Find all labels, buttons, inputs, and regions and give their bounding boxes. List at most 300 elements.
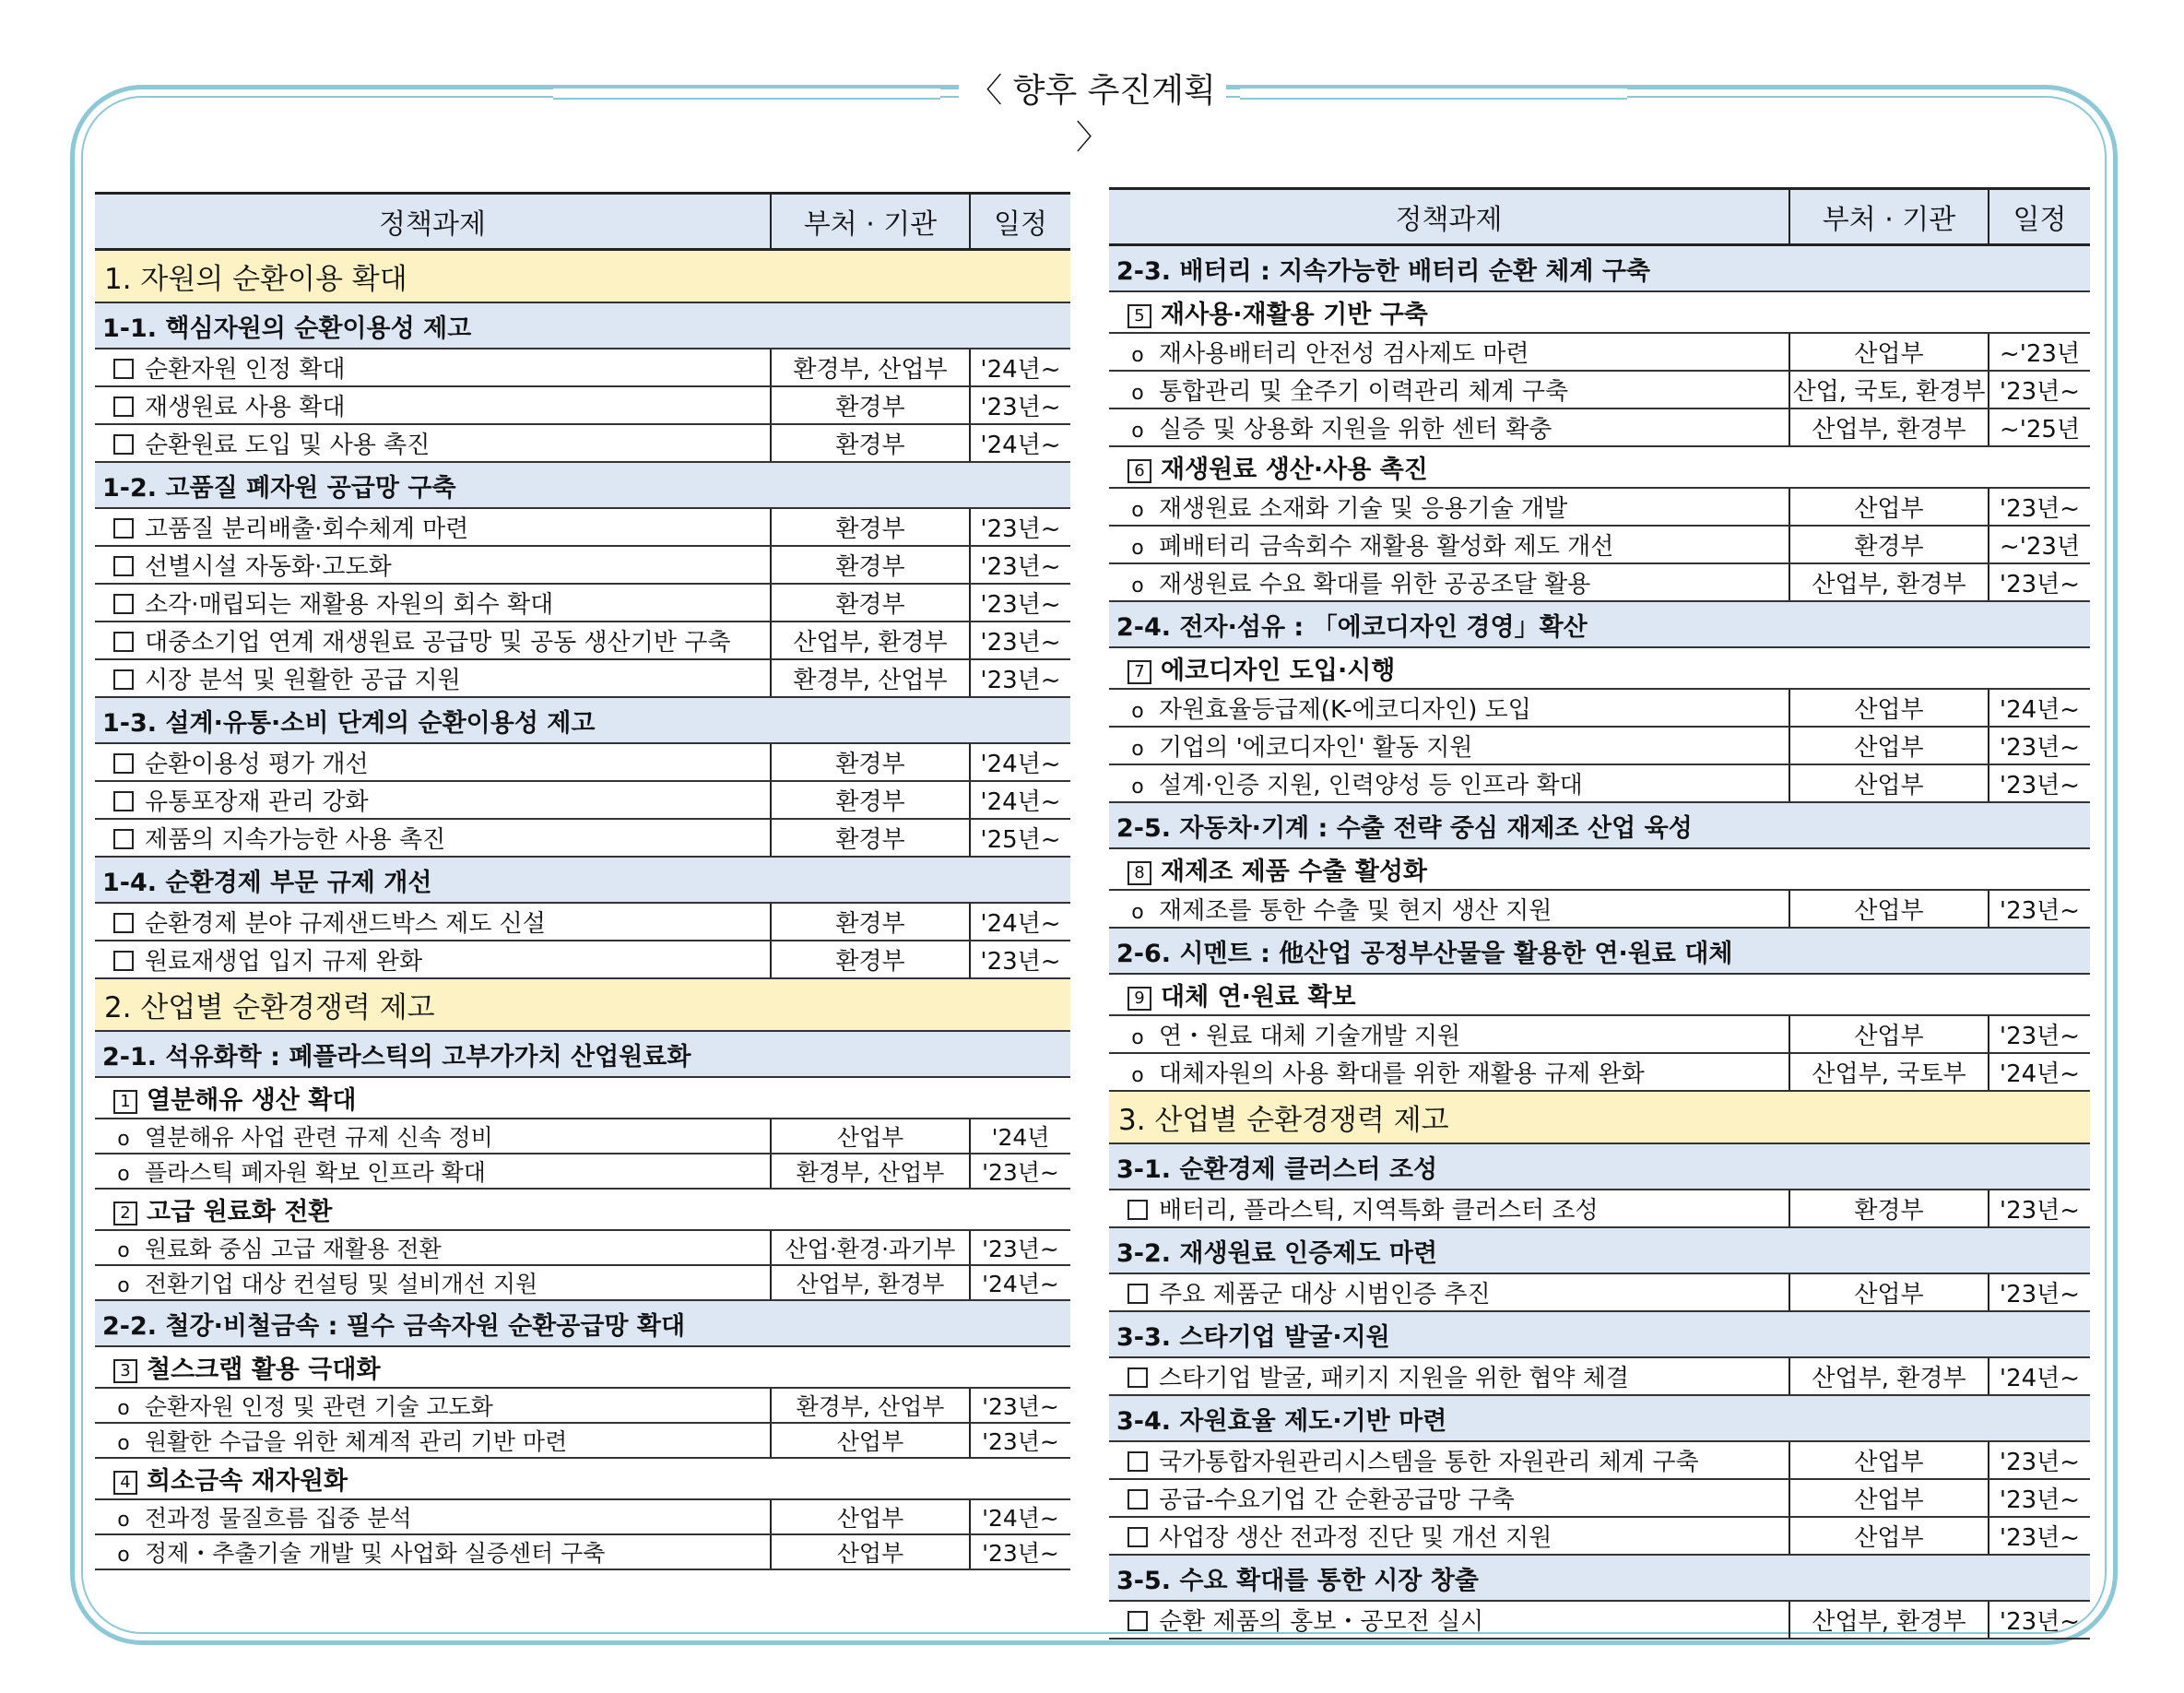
- grp-label: 열분해유 생산 확대: [147, 1086, 357, 1115]
- task-label: 배터리, 플라스틱, 지역특화 클러스터 조성: [1159, 1197, 1599, 1225]
- header-schedule: 일정: [970, 194, 1070, 250]
- sub-label: 3-5. 수요 확대를 통한 시장 창출: [1116, 1566, 1479, 1595]
- sub-title: [95, 857, 1070, 903]
- title-rule-left: [553, 87, 940, 100]
- org-cell: 환경부: [771, 386, 970, 424]
- circle-bullet-icon: o: [1131, 382, 1144, 405]
- group-number-badge: 5: [1127, 304, 1151, 328]
- table-row: [95, 1230, 1070, 1265]
- circle-bullet-icon: o: [117, 1239, 130, 1262]
- sub-title: [1109, 245, 2090, 292]
- task-label: 재생원료 수요 확대를 위한 공공조달 활용: [1159, 571, 1591, 598]
- task-cell: [95, 819, 771, 857]
- table-header-row: [95, 194, 1070, 250]
- org-cell: 산업부, 환경부: [1789, 1601, 1989, 1639]
- schedule-cell: '23년~: [1989, 1479, 2090, 1517]
- checkbox-square-icon: [1127, 1527, 1148, 1547]
- org-cell: 환경부: [771, 819, 970, 857]
- cat-title: [1109, 1091, 2090, 1143]
- table-row: [1109, 1053, 2090, 1091]
- table-row: [1109, 689, 2090, 727]
- table-row: [1109, 1517, 2090, 1555]
- org-cell: 산업부: [1789, 764, 1989, 802]
- circle-bullet-icon: o: [1131, 738, 1144, 761]
- group-number-badge: 7: [1127, 660, 1151, 684]
- table-row: [95, 546, 1070, 584]
- cat-title: [95, 978, 1070, 1031]
- subsection-row: [1109, 1555, 2090, 1601]
- task-cell: [1109, 890, 1789, 928]
- sub-title: [95, 1300, 1070, 1346]
- group-number-badge: 8: [1127, 861, 1151, 885]
- schedule-cell: '24년~: [970, 781, 1070, 819]
- checkbox-square-icon: [113, 669, 134, 690]
- header-org: 부처 · 기관: [1789, 189, 1989, 245]
- group-row: [1109, 974, 2090, 1015]
- checkbox-square-icon: [113, 791, 134, 811]
- task-label: 원료재생업 입지 규제 완화: [145, 948, 423, 976]
- task-label: 재생원료 사용 확대: [145, 394, 346, 421]
- subsection-row: [1109, 1395, 2090, 1441]
- task-label: 열분해유 사업 관련 규제 신속 정비: [145, 1124, 493, 1151]
- task-label: 재사용배터리 안전성 검사제도 마련: [1159, 340, 1529, 368]
- task-cell: [95, 781, 771, 819]
- org-cell: 환경부, 산업부: [771, 659, 970, 697]
- grp-label: 재생원료 생산·사용 촉진: [1161, 456, 1428, 484]
- category-row: [95, 978, 1070, 1031]
- org-cell: 산업부: [771, 1534, 970, 1569]
- schedule-cell: '23년~: [970, 1154, 1070, 1189]
- task-cell: [95, 1265, 771, 1300]
- sub-label: 2-5. 자동차·기계 : 수출 전략 중심 재제조 산업 육성: [1116, 813, 1693, 843]
- task-label: 사업장 생산 전과정 진단 및 개선 지원: [1159, 1524, 1552, 1552]
- task-cell: [95, 1423, 771, 1458]
- table-row: [95, 941, 1070, 978]
- org-cell: 산업부: [1789, 488, 1989, 526]
- org-cell: 산업부: [1789, 1015, 1989, 1053]
- sub-title: [95, 1031, 1070, 1077]
- schedule-cell: '25년~: [970, 819, 1070, 857]
- subsection-row: [1109, 928, 2090, 974]
- sub-label: 3-2. 재생원료 인증제도 마련: [1116, 1238, 1438, 1268]
- subsection-row: [95, 1300, 1070, 1346]
- task-cell: [1109, 1190, 1789, 1227]
- checkbox-square-icon: [1127, 1451, 1148, 1472]
- org-cell: 환경부: [771, 424, 970, 462]
- task-label: 소각·매립되는 재활용 자원의 회수 확대: [145, 591, 554, 619]
- task-label: 주요 제품군 대상 시범인증 추진: [1159, 1281, 1491, 1308]
- task-label: 전환기업 대상 컨설팅 및 설비개선 지원: [145, 1271, 538, 1297]
- task-cell: [95, 622, 771, 659]
- table-row: [95, 819, 1070, 857]
- org-cell: 환경부: [771, 508, 970, 546]
- subsection-row: [95, 302, 1070, 349]
- task-label: 자원효율등급제(K-에코디자인) 도입: [1159, 696, 1531, 724]
- org-cell: 산업부: [1789, 1479, 1989, 1517]
- table-row: [1109, 1190, 2090, 1227]
- schedule-cell: '24년~: [970, 743, 1070, 781]
- table-row: [95, 1265, 1070, 1300]
- grp-title: [95, 1346, 1070, 1388]
- checkbox-square-icon: [113, 913, 134, 933]
- task-label: 대중소기업 연계 재생원료 공급망 및 공동 생산기반 구축: [145, 629, 731, 657]
- task-cell: [95, 1154, 771, 1189]
- grp-title: [1109, 291, 2090, 333]
- table-header-row: [1109, 189, 2090, 245]
- subsection-row: [1109, 1311, 2090, 1357]
- group-row: [1109, 647, 2090, 689]
- schedule-cell: '23년~: [970, 659, 1070, 697]
- circle-bullet-icon: o: [117, 1163, 130, 1186]
- task-cell: [1109, 526, 1789, 563]
- group-number-badge: 9: [1127, 987, 1151, 1011]
- grp-title: [1109, 446, 2090, 488]
- checkbox-square-icon: [113, 951, 134, 971]
- grp-title: [95, 1458, 1070, 1499]
- schedule-cell: '23년~: [1989, 890, 2090, 928]
- org-cell: 환경부, 산업부: [771, 1388, 970, 1423]
- task-cell: [95, 584, 771, 622]
- task-cell: [1109, 764, 1789, 802]
- org-cell: 산업부, 환경부: [1789, 408, 1989, 446]
- sub-label: 2-3. 배터리 : 지속가능한 배터리 순환 체계 구축: [1116, 256, 1651, 286]
- grp-label: 재제조 제품 수출 활성화: [1161, 858, 1428, 886]
- table-row: [1109, 1441, 2090, 1479]
- sub-title: [95, 697, 1070, 743]
- org-cell: 산업부: [771, 1423, 970, 1458]
- schedule-cell: '24년~: [970, 903, 1070, 941]
- org-cell: 산업부: [1789, 689, 1989, 727]
- sub-title: [1109, 601, 2090, 647]
- sub-title: [95, 462, 1070, 508]
- task-cell: [95, 1388, 771, 1423]
- org-cell: 산업, 국토, 환경부: [1789, 371, 1989, 408]
- schedule-cell: '24년~: [970, 1499, 1070, 1534]
- task-cell: [1109, 1441, 1789, 1479]
- org-cell: 산업부: [1789, 890, 1989, 928]
- org-cell: 환경부: [1789, 1190, 1989, 1227]
- org-cell: 산업부: [771, 1119, 970, 1154]
- circle-bullet-icon: o: [117, 1509, 130, 1532]
- schedule-cell: '23년~: [1989, 488, 2090, 526]
- org-cell: 산업부, 환경부: [1789, 563, 1989, 601]
- task-cell: [1109, 1479, 1789, 1517]
- task-label: 선별시설 자동화·고도화: [145, 553, 392, 581]
- table-row: [95, 743, 1070, 781]
- checkbox-square-icon: [113, 359, 134, 379]
- circle-bullet-icon: o: [117, 1274, 130, 1297]
- circle-bullet-icon: o: [1131, 1064, 1144, 1087]
- org-cell: 환경부: [771, 743, 970, 781]
- schedule-cell: '23년~: [970, 386, 1070, 424]
- task-label: 순환자원 인정 확대: [145, 356, 346, 384]
- group-row: [1109, 848, 2090, 890]
- group-row: [1109, 291, 2090, 333]
- table-row: [1109, 371, 2090, 408]
- task-label: 재생원료 소재화 기술 및 응용기술 개발: [1159, 495, 1568, 523]
- table-row: [1109, 1479, 2090, 1517]
- schedule-cell: '23년~: [1989, 1441, 2090, 1479]
- task-label: 정제・추출기술 개발 및 사업화 실증센터 구축: [145, 1540, 606, 1567]
- checkbox-square-icon: [1127, 1200, 1148, 1220]
- task-cell: [1109, 488, 1789, 526]
- subsection-row: [1109, 802, 2090, 848]
- org-cell: 환경부: [771, 781, 970, 819]
- table-row: [95, 1534, 1070, 1569]
- org-cell: 환경부: [771, 903, 970, 941]
- task-label: 제품의 지속가능한 사용 촉진: [145, 826, 446, 854]
- cat-title: [95, 250, 1070, 303]
- schedule-cell: '23년~: [970, 1388, 1070, 1423]
- sub-label: 2-4. 전자·섬유 : 「에코디자인 경영」확산: [1116, 612, 1588, 642]
- grp-title: [1109, 974, 2090, 1015]
- task-cell: [1109, 371, 1789, 408]
- group-row: [95, 1077, 1070, 1119]
- schedule-cell: '23년~: [1989, 371, 2090, 408]
- schedule-cell: '23년~: [1989, 1601, 2090, 1639]
- task-cell: [95, 508, 771, 546]
- schedule-cell: '23년~: [1989, 764, 2090, 802]
- org-cell: 산업부: [1789, 333, 1989, 371]
- org-cell: 환경부, 산업부: [771, 349, 970, 386]
- org-cell: 환경부: [1789, 526, 1989, 563]
- task-cell: [1109, 408, 1789, 446]
- task-cell: [95, 349, 771, 386]
- header-org: 부처 · 기관: [771, 194, 970, 250]
- subsection-row: [95, 857, 1070, 903]
- group-number-badge: 3: [113, 1359, 137, 1383]
- grp-label: 고급 원료화 전환: [147, 1198, 333, 1226]
- task-cell: [1109, 333, 1789, 371]
- cat-label: 1. 자원의 순환이용 확대: [104, 263, 407, 296]
- task-cell: [1109, 727, 1789, 764]
- schedule-cell: '24년~: [1989, 1357, 2090, 1395]
- org-cell: 환경부, 산업부: [771, 1154, 970, 1189]
- checkbox-square-icon: [113, 829, 134, 849]
- sub-label: 2-1. 석유화학 : 폐플라스틱의 고부가가치 산업원료화: [102, 1042, 691, 1071]
- task-label: 원활한 수급을 위한 체계적 관리 기반 마련: [145, 1428, 568, 1455]
- schedule-cell: '23년~: [970, 546, 1070, 584]
- task-cell: [95, 1230, 771, 1265]
- sub-title: [1109, 1555, 2090, 1601]
- table-row: [95, 1388, 1070, 1423]
- checkbox-square-icon: [1127, 1611, 1148, 1631]
- checkbox-square-icon: [113, 594, 134, 614]
- table-row: [95, 781, 1070, 819]
- checkbox-square-icon: [113, 397, 134, 417]
- checkbox-square-icon: [1127, 1367, 1148, 1388]
- subsection-row: [95, 697, 1070, 743]
- sub-label: 1-1. 핵심자원의 순환이용성 제고: [102, 314, 472, 343]
- task-label: 국가통합자원관리시스템을 통한 자원관리 체계 구축: [1159, 1449, 1699, 1476]
- sub-label: 3-3. 스타기업 발굴·지원: [1116, 1322, 1390, 1352]
- circle-bullet-icon: o: [1131, 901, 1144, 924]
- task-cell: [1109, 1601, 1789, 1639]
- sub-label: 2-2. 철강·비철금속 : 필수 금속자원 순환공급망 확대: [102, 1311, 686, 1341]
- sub-label: 1-3. 설계·유통·소비 단계의 순환이용성 제고: [102, 708, 596, 738]
- org-cell: 산업부, 환경부: [1789, 1357, 1989, 1395]
- sub-label: 2-6. 시멘트 : 他산업 공정부산물을 활용한 연·원료 대체: [1116, 939, 1733, 968]
- schedule-cell: ~'23년: [1989, 333, 2090, 371]
- subsection-row: [1109, 601, 2090, 647]
- task-label: 순환경제 분야 규제샌드박스 제도 신설: [145, 910, 546, 938]
- cat-label: 3. 산업별 순환경쟁력 제고: [1118, 1104, 1449, 1137]
- schedule-cell: '23년~: [1989, 1190, 2090, 1227]
- task-cell: [1109, 1357, 1789, 1395]
- task-cell: [95, 903, 771, 941]
- schedule-cell: '23년~: [970, 1423, 1070, 1458]
- task-label: 실증 및 상용화 지원을 위한 센터 확충: [1159, 416, 1552, 444]
- org-cell: 산업부, 국토부: [1789, 1053, 1989, 1091]
- schedule-cell: '24년~: [970, 349, 1070, 386]
- circle-bullet-icon: o: [1131, 775, 1144, 799]
- task-label: 공급-수요기업 간 순환공급망 구축: [1159, 1486, 1515, 1514]
- task-cell: [1109, 1053, 1789, 1091]
- header-schedule: 일정: [1989, 189, 2090, 245]
- sub-title: [1109, 1311, 2090, 1357]
- group-number-badge: 6: [1127, 459, 1151, 483]
- table-row: [95, 386, 1070, 424]
- checkbox-square-icon: [113, 518, 134, 539]
- table-row: [1109, 1273, 2090, 1311]
- org-cell: 산업부: [1789, 727, 1989, 764]
- page-title: 〈 향후 추진계획 〉: [959, 65, 1226, 159]
- org-cell: 산업부: [1789, 1273, 1989, 1311]
- schedule-cell: '24년~: [1989, 689, 2090, 727]
- circle-bullet-icon: o: [1131, 574, 1144, 598]
- task-label: 대체자원의 사용 확대를 위한 재활용 규제 완화: [1159, 1060, 1645, 1088]
- org-cell: 산업부, 환경부: [771, 1265, 970, 1300]
- table-row: [1109, 727, 2090, 764]
- org-cell: 산업·환경·과기부: [771, 1230, 970, 1265]
- schedule-cell: '23년~: [970, 941, 1070, 978]
- task-cell: [95, 546, 771, 584]
- org-cell: 환경부: [771, 546, 970, 584]
- grp-label: 에코디자인 도입·시행: [1161, 657, 1396, 685]
- checkbox-square-icon: [113, 753, 134, 774]
- checkbox-square-icon: [1127, 1284, 1148, 1304]
- checkbox-square-icon: [1127, 1489, 1148, 1509]
- table-row: [1109, 764, 2090, 802]
- task-label: 전과정 물질흐름 집중 분석: [145, 1505, 412, 1532]
- schedule-cell: '24년~: [970, 424, 1070, 462]
- sub-title: [1109, 1227, 2090, 1273]
- task-cell: [1109, 563, 1789, 601]
- task-label: 시장 분석 및 원활한 공급 지원: [145, 667, 461, 694]
- title-rule-right: [1240, 87, 1627, 100]
- task-cell: [95, 1534, 771, 1569]
- circle-bullet-icon: o: [117, 1432, 130, 1455]
- table-row: [1109, 1357, 2090, 1395]
- schedule-cell: '23년~: [970, 1230, 1070, 1265]
- table-row: [95, 349, 1070, 386]
- table-row: [95, 903, 1070, 941]
- circle-bullet-icon: o: [1131, 499, 1144, 522]
- task-label: 기업의 '에코디자인' 활동 지원: [1159, 734, 1473, 762]
- sub-label: 1-2. 고품질 폐자원 공급망 구축: [102, 473, 456, 503]
- task-label: 유통포장재 관리 강화: [145, 788, 369, 816]
- circle-bullet-icon: o: [1131, 700, 1144, 723]
- header-task: 정책과제: [95, 194, 771, 250]
- schedule-cell: '24년~: [1989, 1053, 2090, 1091]
- table-row: [1109, 890, 2090, 928]
- task-label: 통합관리 및 全주기 이력관리 체계 구축: [1159, 378, 1569, 406]
- sub-title: [1109, 928, 2090, 974]
- task-cell: [1109, 1517, 1789, 1555]
- task-cell: [1109, 1273, 1789, 1311]
- grp-label: 대체 연·원료 확보: [1161, 983, 1356, 1012]
- subsection-row: [1109, 1227, 2090, 1273]
- cat-label: 2. 산업별 순환경쟁력 제고: [104, 991, 435, 1024]
- table-row: [1109, 333, 2090, 371]
- table-row: [1109, 488, 2090, 526]
- schedule-cell: '23년~: [1989, 1517, 2090, 1555]
- task-label: 순환 제품의 홍보・공모전 실시: [1159, 1608, 1484, 1636]
- subsection-row: [1109, 245, 2090, 292]
- group-number-badge: 2: [113, 1202, 137, 1225]
- sub-label: 3-1. 순환경제 클러스터 조성: [1116, 1154, 1438, 1184]
- title-banner: [0, 63, 2184, 157]
- task-label: 재제조를 통한 수출 및 현지 생산 지원: [1159, 897, 1552, 925]
- subsection-row: [95, 462, 1070, 508]
- task-cell: [95, 1119, 771, 1154]
- task-label: 폐배터리 금속회수 재활용 활성화 제도 개선: [1159, 533, 1614, 561]
- table-row: [95, 424, 1070, 462]
- grp-label: 재사용·재활용 기반 구축: [1161, 301, 1428, 329]
- org-cell: 환경부: [771, 584, 970, 622]
- schedule-cell: '24년~: [970, 1265, 1070, 1300]
- grp-label: 희소금속 재자원화: [147, 1467, 348, 1496]
- checkbox-square-icon: [113, 632, 134, 652]
- org-cell: 산업부: [1789, 1517, 1989, 1555]
- category-row: [1109, 1091, 2090, 1143]
- category-row: [95, 250, 1070, 303]
- schedule-cell: '23년~: [970, 1534, 1070, 1569]
- circle-bullet-icon: o: [1131, 1026, 1144, 1049]
- sub-title: [95, 302, 1070, 349]
- sub-label: 1-4. 순환경제 부문 규제 개선: [102, 868, 432, 897]
- sub-title: [1109, 1143, 2090, 1190]
- group-number-badge: 1: [113, 1090, 137, 1114]
- task-cell: [95, 659, 771, 697]
- header-task: 정책과제: [1109, 189, 1789, 245]
- task-label: 순환원료 도입 및 사용 촉진: [145, 432, 431, 459]
- table-row: [95, 1119, 1070, 1154]
- table-row: [95, 622, 1070, 659]
- group-row: [95, 1189, 1070, 1230]
- table-row: [1109, 408, 2090, 446]
- group-row: [1109, 446, 2090, 488]
- table-row: [95, 584, 1070, 622]
- table-row: [95, 508, 1070, 546]
- schedule-cell: ~'25년: [1989, 408, 2090, 446]
- task-cell: [1109, 689, 1789, 727]
- schedule-cell: '23년~: [970, 584, 1070, 622]
- schedule-cell: '23년~: [1989, 563, 2090, 601]
- plan-table-left: [95, 192, 1070, 1570]
- plan-table-right: [1109, 187, 2090, 1640]
- table-row: [1109, 1015, 2090, 1053]
- table-row: [1109, 1601, 2090, 1639]
- task-label: 고품질 분리배출·회수체계 마련: [145, 515, 469, 543]
- task-label: 원료화 중심 고급 재활용 전환: [145, 1236, 442, 1262]
- subsection-row: [1109, 1143, 2090, 1190]
- task-cell: [95, 386, 771, 424]
- group-number-badge: 4: [113, 1471, 137, 1495]
- task-label: 설계·인증 지원, 인력양성 등 인프라 확대: [1159, 772, 1583, 799]
- table-row: [95, 1154, 1070, 1189]
- sub-label: 3-4. 자원효율 제도·기반 마련: [1116, 1406, 1447, 1436]
